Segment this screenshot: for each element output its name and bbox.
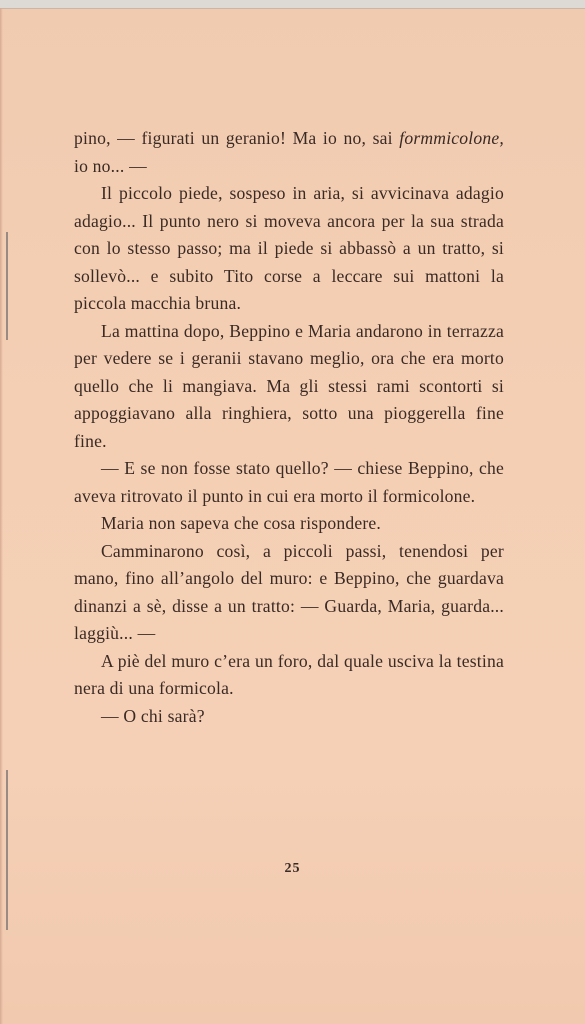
paragraph-1-italic: formmicolone, xyxy=(399,128,504,148)
margin-mark xyxy=(6,232,8,340)
paragraph-2: Il piccolo piede, sospeso in aria, si avvicinava adagio adagio... Il punto nero si moveva ancora per la sua strada con lo stesso passo; ma il piede si abbassò a un tratto, si sollevò... e subito Tito corse a leccare sui mattoni la piccola macchia bruna. xyxy=(74,183,504,313)
body-text xyxy=(74,125,504,730)
paragraph-5: Maria non sapeva che cosa rispondere. xyxy=(101,513,381,533)
paragraph-7: A piè del muro c’era un foro, dal quale usciva la testina nera di una formicola. xyxy=(74,650,504,698)
paragraph-6: Camminarono così, a piccoli passi, tenendosi per mano, fino all’angolo del muro: e Beppino, che guardava dinanzi a sè, disse a un tratto: — Guarda, Maria, guarda... laggiù... — xyxy=(74,540,504,643)
paragraph-1 xyxy=(74,125,504,180)
paragraph-1-tail: io no... — xyxy=(74,155,147,176)
paragraph-8: — O chi sarà? xyxy=(101,705,205,726)
scan-top-edge xyxy=(0,0,585,9)
margin-mark xyxy=(6,770,8,930)
page-number: 25 xyxy=(284,861,301,876)
paragraph-3: La mattina dopo, Beppino e Maria andarono in terrazza per vedere se i geranii stavano meglio, ora che era morto quello che li mangiava. Ma gli stessi rami scontorti si appoggiavano alla ringhiera, sotto una pioggerella fine fine. xyxy=(74,320,504,451)
paragraph-4: — E se non fosse stato quello? — chiese Beppino, che aveva ritrovato il punto in cui era morto il formicolone. xyxy=(74,458,504,506)
paragraph-1-lead: pino, — figurati un geranio! Ma io no, sai xyxy=(74,128,400,148)
